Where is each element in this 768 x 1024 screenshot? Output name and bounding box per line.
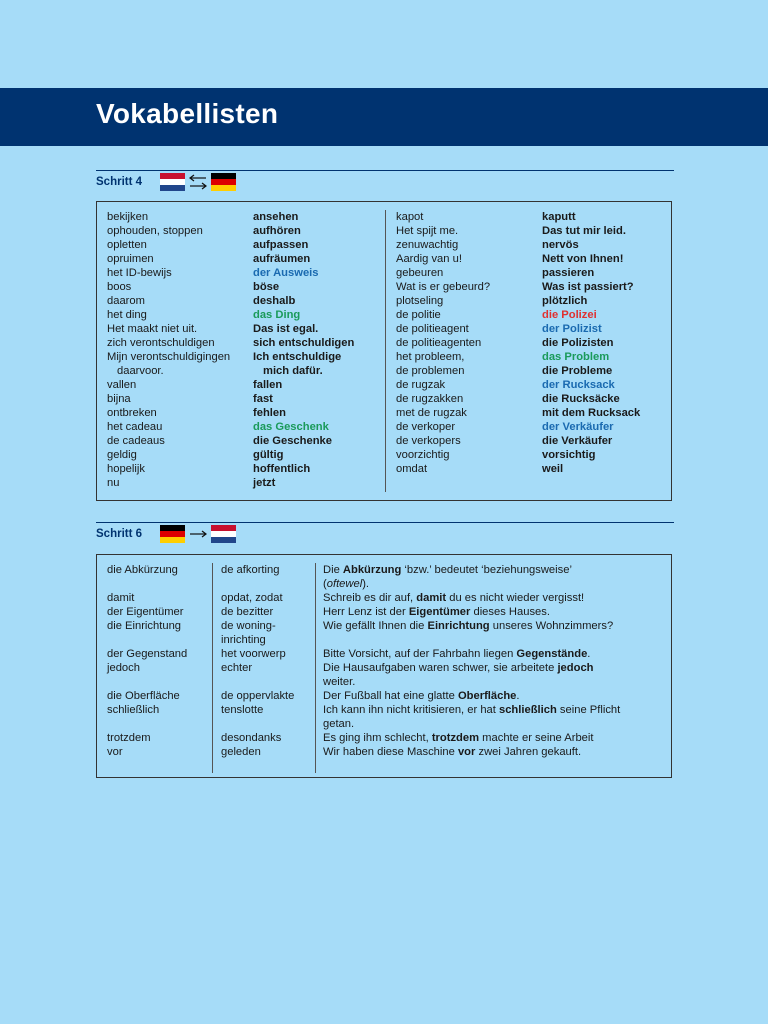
vocab-nl: Aardig van u! <box>396 253 462 265</box>
vocab-de-masculine: der Verkäufer <box>542 421 614 433</box>
vocab-de: deshalb <box>253 295 296 307</box>
vocab-de: fast <box>253 393 273 405</box>
example-sentence: Wir haben diese Maschine vor zwei Jahren gekauft. <box>323 746 582 758</box>
vocab-nl: de politieagenten <box>396 337 482 349</box>
vocab-de: der Gegenstand <box>107 648 188 660</box>
vocab-de: vorsichtig <box>542 449 596 461</box>
vocab-de-neuter: das Problem <box>542 351 610 363</box>
vocab-nl: tenslotte <box>221 704 264 716</box>
vocab-de: passieren <box>542 267 595 279</box>
vocab-nl: opletten <box>107 239 147 251</box>
vocab-nl: zenuwachtig <box>396 239 459 251</box>
schritt6-german-column <box>107 563 187 759</box>
vocab-de: böse <box>253 281 280 293</box>
vocab-de: die Polizisten <box>542 337 614 349</box>
example-sentence: Es ging ihm schlecht, trotzdem machte er seine Arbeit <box>323 732 594 744</box>
vocab-nl: ontbreken <box>107 407 157 419</box>
vocab-de: die Geschenke <box>253 435 332 447</box>
vocab-nl: Mijn verontschuldigingen <box>107 351 231 363</box>
page-title: Vokabellisten <box>96 98 279 129</box>
vocab-nl: Wat is er gebeurd? <box>396 281 491 293</box>
example-sentence: Ich kann ihn nicht kritisieren, er hat schließlich seine Pflicht <box>323 704 621 716</box>
example-sentence: Die Abkürzung ‘bzw.’ bedeutet ‘beziehungsweise’ <box>323 564 572 576</box>
vocab-de: aufpassen <box>253 239 309 251</box>
vocab-nl: de cadeaus <box>107 435 165 447</box>
schritt4-right-german-column <box>542 210 640 476</box>
vocab-de: Was ist passiert? <box>542 281 634 293</box>
example-sentence: Wie gefällt Ihnen die Einrichtung unseres Wohnzimmers? <box>323 620 614 632</box>
vocab-nl: bekijken <box>107 211 149 223</box>
schritt4-right-dutch-column <box>396 210 490 476</box>
vocab-de: Nett von Ihnen! <box>542 253 624 265</box>
vocab-de: sich entschuldigen <box>253 337 355 349</box>
right-arrow-icon <box>187 525 209 543</box>
vocab-nl: gebeuren <box>396 267 444 279</box>
vocab-nl: Het maakt niet uit. <box>107 323 198 335</box>
example-sentence: Herr Lenz ist der Eigentümer dieses Hauses. <box>323 606 550 618</box>
vocab-de: mich dafür. <box>263 365 323 377</box>
schritt6-header <box>96 522 236 546</box>
vocab-nl: het ID-bewijs <box>107 267 172 279</box>
vocab-de-neuter: das Geschenk <box>253 421 329 433</box>
vocab-de: Das tut mir leid. <box>542 225 626 237</box>
vocab-de-masculine: der Polizist <box>542 323 602 335</box>
schritt6-divider-1 <box>212 563 213 773</box>
vocab-de: die Einrichtung <box>107 620 182 632</box>
vocab-de: plötzlich <box>542 295 588 307</box>
germany-flag-icon <box>160 525 185 543</box>
vocab-nl: de verkoper <box>396 421 456 433</box>
vocab-de: die Probleme <box>542 365 613 377</box>
vocab-nl: de afkorting <box>221 564 280 576</box>
vocab-de: die Verkäufer <box>542 435 613 447</box>
vocab-nl: opdat, zodat <box>221 592 283 604</box>
vocab-nl: hopelijk <box>107 463 145 475</box>
vocab-de: schließlich <box>107 704 160 716</box>
vocab-nl: het voorwerp <box>221 648 286 660</box>
vocab-nl: met de rugzak <box>396 407 467 419</box>
vocab-de-neuter: das Ding <box>253 309 301 321</box>
vocab-nl: inrichting <box>221 634 266 646</box>
vocab-nl: de politieagent <box>396 323 469 335</box>
schritt4-vocab-box <box>96 201 672 501</box>
schritt6-divider-2 <box>315 563 316 773</box>
vocab-de: Ich entschuldige <box>253 351 342 363</box>
vocab-nl: de rugzakken <box>396 393 464 405</box>
schritt4-label: Schritt 4 <box>96 176 143 188</box>
vocab-nl: ophouden, stoppen <box>107 225 203 237</box>
vocab-de: die Rucksäcke <box>542 393 620 405</box>
vocab-de-masculine: der Ausweis <box>253 267 319 279</box>
vocab-nl: het cadeau <box>107 421 163 433</box>
vocab-de: mit dem Rucksack <box>542 407 641 419</box>
vocab-nl: vallen <box>107 379 137 391</box>
vocab-nl: bijna <box>107 393 131 405</box>
vocab-de: aufräumen <box>253 253 311 265</box>
vocab-de: gültig <box>253 449 284 461</box>
vocab-nl: nu <box>107 477 120 489</box>
schritt6-example-column <box>323 563 620 759</box>
vocab-nl: daarvoor. <box>117 365 164 377</box>
vocab-nl: de oppervlakte <box>221 690 295 702</box>
vocab-de: die Abkürzung <box>107 564 178 576</box>
netherlands-flag-icon <box>211 525 236 543</box>
vocab-nl: opruimen <box>107 253 154 265</box>
vocab-nl: omdat <box>396 463 428 475</box>
vocab-nl: voorzichtig <box>396 449 450 461</box>
vocab-de: aufhören <box>253 225 301 237</box>
example-sentence-continued: (oftewel). <box>323 578 370 590</box>
netherlands-flag-icon <box>160 173 185 191</box>
vocab-nl: het ding <box>107 309 147 321</box>
schritt6-dutch-column <box>221 563 294 759</box>
vocab-nl: kapot <box>396 211 424 223</box>
schritt4-header <box>96 170 236 194</box>
schritt6-vocab-box <box>96 554 672 778</box>
vocab-nl: de politie <box>396 309 441 321</box>
vocab-nl: boos <box>107 281 132 293</box>
vocab-nl: het probleem, <box>396 351 465 363</box>
vocab-nl: de verkopers <box>396 435 461 447</box>
vocab-de: fallen <box>253 379 283 391</box>
vocab-de: damit <box>107 592 135 604</box>
vocab-de: jedoch <box>107 662 140 674</box>
example-sentence: Schreib es dir auf, damit du es nicht wieder vergisst! <box>323 592 585 604</box>
bidirectional-arrows-icon <box>187 173 209 191</box>
vocab-de-masculine: der Rucksack <box>542 379 615 391</box>
vocab-de: kaputt <box>542 211 576 223</box>
vocab-nl: daarom <box>107 295 145 307</box>
vocab-nl: zich verontschuldigen <box>107 337 215 349</box>
vocab-de: jetzt <box>253 477 276 489</box>
example-sentence: Bitte Vorsicht, auf der Fahrbahn liegen Gegenstände. <box>323 648 591 660</box>
vocab-de: weil <box>542 463 564 475</box>
vocab-nl: de problemen <box>396 365 465 377</box>
vocab-de: ansehen <box>253 211 299 223</box>
vocab-nl: de rugzak <box>396 379 446 391</box>
vocab-nl: desondanks <box>221 732 282 744</box>
vocab-de: vor <box>107 746 123 758</box>
vocab-de: fehlen <box>253 407 286 419</box>
vocab-de-feminine: die Polizei <box>542 309 597 321</box>
vocab-nl: plotseling <box>396 295 444 307</box>
vocab-de: trotzdem <box>107 732 151 744</box>
vocab-nl: de bezitter <box>221 606 274 618</box>
schritt4-left-german-column <box>253 210 354 490</box>
example-sentence-continued: getan. <box>323 718 355 730</box>
example-sentence-continued: weiter. <box>323 676 356 688</box>
title-banner <box>0 88 768 146</box>
schritt6-label: Schritt 6 <box>96 528 143 540</box>
example-sentence: Der Fußball hat eine glatte Oberfläche. <box>323 690 520 702</box>
germany-flag-icon <box>211 173 236 191</box>
example-sentence: Die Hausaufgaben waren schwer, sie arbeitete jedoch <box>323 662 594 674</box>
vocab-nl: geleden <box>221 746 261 758</box>
vocab-nl: de woning- <box>221 620 276 632</box>
vocab-de: die Oberfläche <box>107 690 180 702</box>
vocab-de: Das ist egal. <box>253 323 319 335</box>
vocab-nl: echter <box>221 662 253 674</box>
vocab-nl: Het spijt me. <box>396 225 459 237</box>
vocab-de: nervös <box>542 239 579 251</box>
schritt4-left-dutch-column <box>107 210 230 490</box>
vocab-de: der Eigentümer <box>107 606 184 618</box>
schritt4-column-divider <box>385 210 386 492</box>
vocab-de: hoffentlich <box>253 463 311 475</box>
vocab-nl: geldig <box>107 449 137 461</box>
